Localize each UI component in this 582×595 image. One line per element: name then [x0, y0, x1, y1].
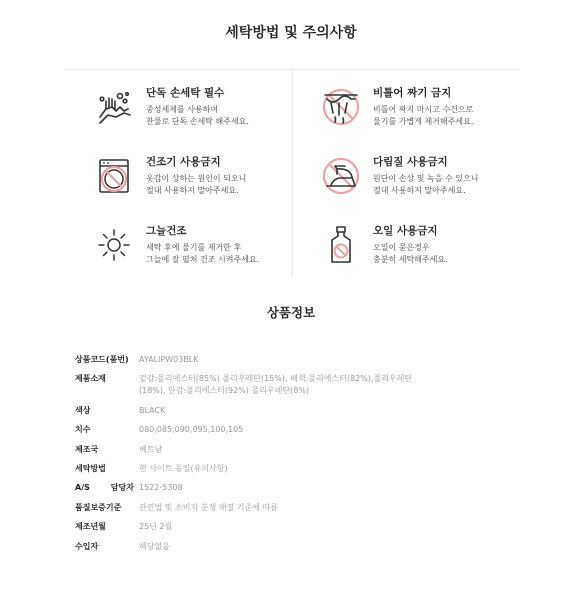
info-value: BLACK	[139, 405, 166, 415]
info-value: 1522-5308	[139, 483, 183, 493]
no-iron-icon	[321, 156, 361, 196]
no-wring-icon	[321, 87, 361, 127]
care-item-title: 그늘건조	[146, 225, 187, 237]
care-item-description: 중성세제를 사용하여 찬물로 단독 손세탁 해주세요.	[146, 105, 249, 126]
info-value: 25년 2월	[139, 522, 173, 532]
info-key: 제조국	[75, 444, 99, 454]
info-key: A/S 담당자	[75, 483, 134, 493]
info-value: 현 사이트 동일(유의사항)	[139, 464, 228, 474]
info-key: 제조년월	[75, 522, 106, 532]
info-value: 080,085,090,095,100,105	[139, 425, 244, 435]
care-item-shade-dry	[66, 209, 286, 277]
section-title-product-info: 상품정보	[266, 305, 316, 320]
care-item-description: 비틀어 짜지 마시고 수건으로 물기를 가볍게 제거해주세요.	[373, 105, 474, 126]
care-item-title: 오일 사용금지	[373, 225, 438, 237]
info-value: 관련법 및 소비자 분쟁 해결 기준에 따름	[139, 502, 278, 512]
info-key: 수입자	[75, 541, 99, 551]
info-key: 제품소재	[75, 374, 106, 384]
info-value: 베트남	[139, 444, 163, 454]
care-item-no-oil	[293, 209, 513, 277]
care-item-no-wring	[293, 71, 513, 139]
care-item-description: 오일이 묻은경우 충분히 세탁해주세요.	[373, 243, 448, 264]
care-instructions-grid	[66, 69, 518, 277]
no-oil-icon	[321, 225, 361, 265]
care-item-description: 옷감이 상하는 원인이 되오니 절대 사용하지 말아주세요.	[146, 174, 247, 195]
info-value: AYALIPW03BLK	[139, 355, 199, 364]
info-key: 치수	[75, 425, 91, 435]
no-tumble-dry-icon	[94, 156, 134, 196]
care-item-no-tumble-dry	[66, 140, 286, 208]
care-item-title: 단독 손세탁 필수	[146, 87, 225, 99]
info-value: 겉감:폴리에스터(85%) 폴리우레탄(15%), 배색:폴리에스터(82%),폴리우레탄 (18%), 안감:폴리에스터(92%) 폴리우레탄(8%)	[139, 374, 413, 396]
hand-wash-icon	[94, 87, 134, 127]
page-title: 세탁방법 및 주의사항	[225, 25, 357, 41]
care-item-no-iron	[293, 140, 513, 208]
care-item-description: 원단이 손상 및 녹을 수 있으니 절대 사용하지 말아주세요.	[373, 174, 479, 195]
shade-dry-icon	[94, 225, 134, 265]
info-key: 품질보증기준	[75, 502, 122, 512]
care-item-title: 다림질 사용금지	[373, 156, 448, 168]
info-key: 색상	[75, 405, 91, 415]
care-item-title: 건조기 사용금지	[146, 156, 221, 168]
care-item-hand-wash	[66, 71, 286, 139]
info-key: 세탁방법	[75, 464, 106, 474]
info-key: 상품코드(품번)	[75, 355, 129, 364]
care-item-title: 비틀어 짜기 금지	[373, 87, 452, 99]
info-value: 해당없음	[139, 541, 170, 551]
care-item-description: 세탁 후에 물기를 제거한 후 그늘에 잘 펼쳐 건조 시켜주세요.	[146, 243, 260, 264]
